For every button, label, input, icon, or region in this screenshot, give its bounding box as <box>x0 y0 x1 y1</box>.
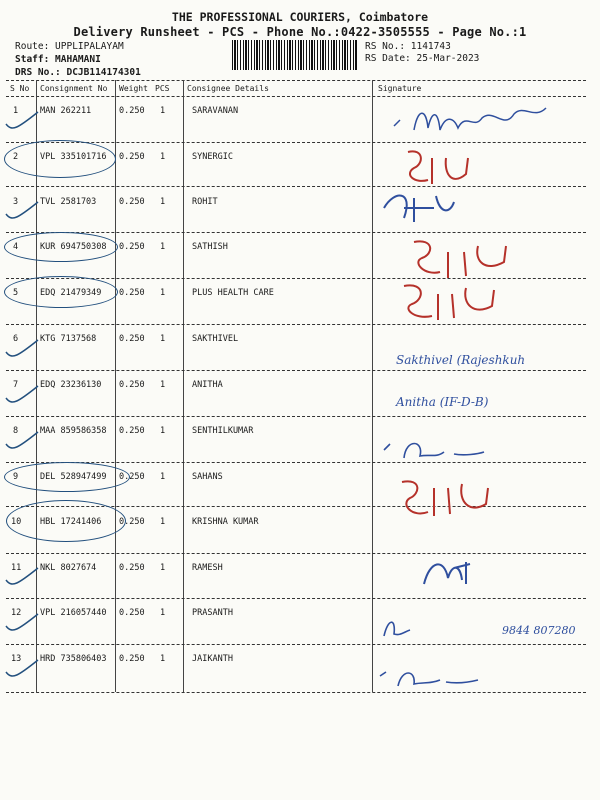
signature-1 <box>374 100 586 140</box>
row-divider <box>6 416 586 417</box>
row-pcs: 1 <box>160 380 166 390</box>
row-sno: 12 <box>11 608 22 618</box>
row-pcs: 1 <box>160 288 166 298</box>
row-weight: 0.250 <box>119 197 145 207</box>
row-weight: 0.250 <box>119 242 145 252</box>
row-consignee: SAKTHIVEL <box>192 334 239 344</box>
row-weight: 0.250 <box>119 654 145 664</box>
row-sno: 5 <box>13 288 19 298</box>
row-consignee: SAHANS <box>192 472 223 482</box>
row-consignment: MAA 859586358 <box>40 426 107 436</box>
row-sno: 2 <box>13 152 19 162</box>
row-pcs: 1 <box>160 426 166 436</box>
signature-13 <box>374 658 586 692</box>
row-consignment: VPL 335101716 <box>40 152 107 162</box>
row-sno: 13 <box>11 654 22 664</box>
pen-tick-mark <box>4 566 40 590</box>
row-weight: 0.250 <box>119 380 145 390</box>
row-sno: 4 <box>13 242 19 252</box>
signature-12 <box>374 612 586 646</box>
svg-text:Sakthivel (Rajeshkuh: Sakthivel (Rajeshkuh <box>396 353 526 367</box>
pen-tick-mark <box>4 612 40 636</box>
row-weight: 0.250 <box>119 106 145 116</box>
row-consignment: EDQ 21479349 <box>40 288 102 298</box>
staff-label: Staff: MAHAMANI <box>15 54 101 65</box>
row-pcs: 1 <box>160 608 166 618</box>
row-pcs: 1 <box>160 152 166 162</box>
signature-6 <box>374 340 586 374</box>
col-header-consignment: Consignment No <box>40 84 108 93</box>
signature-11 <box>374 554 586 594</box>
row-sno: 6 <box>13 334 19 344</box>
table-header-border <box>6 96 586 97</box>
pen-tick-mark <box>4 110 40 134</box>
row-consignment: MAN 262211 <box>40 106 92 116</box>
signature-9 <box>374 474 586 522</box>
column-divider <box>183 80 184 692</box>
row-weight: 0.250 <box>119 426 145 436</box>
row-consignment: EDQ 23236130 <box>40 380 102 390</box>
row-sno: 10 <box>11 517 22 527</box>
row-consignment: NKL 8027674 <box>40 563 97 573</box>
route-label: Route: UPPLIPALAYAM <box>15 41 124 52</box>
row-divider <box>6 692 586 693</box>
svg-text:Anitha (IF-D-B): Anitha (IF-D-B) <box>396 395 489 409</box>
signature-2 <box>374 144 586 190</box>
column-divider <box>372 80 373 692</box>
row-consignee: ROHIT <box>192 197 218 207</box>
pen-tick-mark <box>4 200 40 224</box>
pen-tick-mark <box>4 658 40 682</box>
runsheet-subtitle: Delivery Runsheet - PCS - Phone No.:0422-3505555 - Page No.:1 <box>73 25 527 39</box>
row-sno: 1 <box>13 106 19 116</box>
pen-circle <box>4 462 130 492</box>
row-consignment: HBL 17241406 <box>40 517 102 527</box>
column-divider <box>115 80 116 692</box>
signature-5 <box>374 278 586 324</box>
row-weight: 0.250 <box>119 288 145 298</box>
row-sno: 9 <box>13 472 19 482</box>
col-header-weight: Weight <box>119 84 148 93</box>
pen-circle <box>4 232 118 262</box>
row-consignee: SYNERGIC <box>192 152 233 162</box>
signature-8 <box>374 430 586 464</box>
pen-tick-mark <box>4 338 40 362</box>
col-header-consignee: Consignee Details <box>187 84 269 93</box>
pen-circle <box>4 140 116 178</box>
drs-number: DRS No.: DCJB114174301 <box>15 67 141 78</box>
row-consignee: ANITHA <box>192 380 223 390</box>
signature-4 <box>374 232 586 284</box>
row-consignee: PRASANTH <box>192 608 233 618</box>
row-pcs: 1 <box>160 106 166 116</box>
row-consignee: KRISHNA KUMAR <box>192 517 259 527</box>
barcode <box>232 40 358 70</box>
row-consignment: VPL 216057440 <box>40 608 107 618</box>
row-consignee: SARAVANAN <box>192 106 239 116</box>
row-consignment: KTG 7137568 <box>40 334 97 344</box>
row-pcs: 1 <box>160 242 166 252</box>
row-pcs: 1 <box>160 334 166 344</box>
row-pcs: 1 <box>160 472 166 482</box>
row-consignee: RAMESH <box>192 563 223 573</box>
pen-circle <box>6 500 126 542</box>
rs-number: RS No.: 1141743 <box>365 41 451 52</box>
row-consignment: TVL 2581703 <box>40 197 97 207</box>
row-sno: 11 <box>11 563 22 573</box>
signature-7 <box>374 382 586 416</box>
row-consignment: KUR 694750308 <box>40 242 107 252</box>
row-consignee: SATHISH <box>192 242 228 252</box>
col-header-signature: Signature <box>378 84 422 93</box>
row-divider <box>6 324 586 325</box>
row-consignment: HRD 735806403 <box>40 654 107 664</box>
row-sno: 3 <box>13 197 19 207</box>
pen-tick-mark <box>4 430 40 454</box>
row-pcs: 1 <box>160 654 166 664</box>
pen-circle <box>4 276 118 308</box>
col-header-sno: S No <box>10 84 30 93</box>
svg-text:9844 807280: 9844 807280 <box>502 624 576 637</box>
table-top-border <box>6 80 586 81</box>
row-pcs: 1 <box>160 517 166 527</box>
row-consignee: SENTHILKUMAR <box>192 426 254 436</box>
row-sno: 8 <box>13 426 19 436</box>
row-sno: 7 <box>13 380 19 390</box>
row-weight: 0.250 <box>119 334 145 344</box>
signature-3 <box>374 188 586 228</box>
row-pcs: 1 <box>160 563 166 573</box>
col-header-pcs: PCS <box>155 84 170 93</box>
row-consignment: DEL 528947499 <box>40 472 107 482</box>
row-weight: 0.250 <box>119 152 145 162</box>
row-consignee: JAIKANTH <box>192 654 233 664</box>
row-weight: 0.250 <box>119 563 145 573</box>
row-weight: 0.250 <box>119 472 145 482</box>
row-weight: 0.250 <box>119 517 145 527</box>
row-consignee: PLUS HEALTH CARE <box>192 288 274 298</box>
rs-date: RS Date: 25-Mar-2023 <box>365 53 480 64</box>
row-divider <box>6 598 586 599</box>
company-title: THE PROFESSIONAL COURIERS, Coimbatore <box>171 10 429 24</box>
row-pcs: 1 <box>160 197 166 207</box>
pen-tick-mark <box>4 384 40 408</box>
row-weight: 0.250 <box>119 608 145 618</box>
